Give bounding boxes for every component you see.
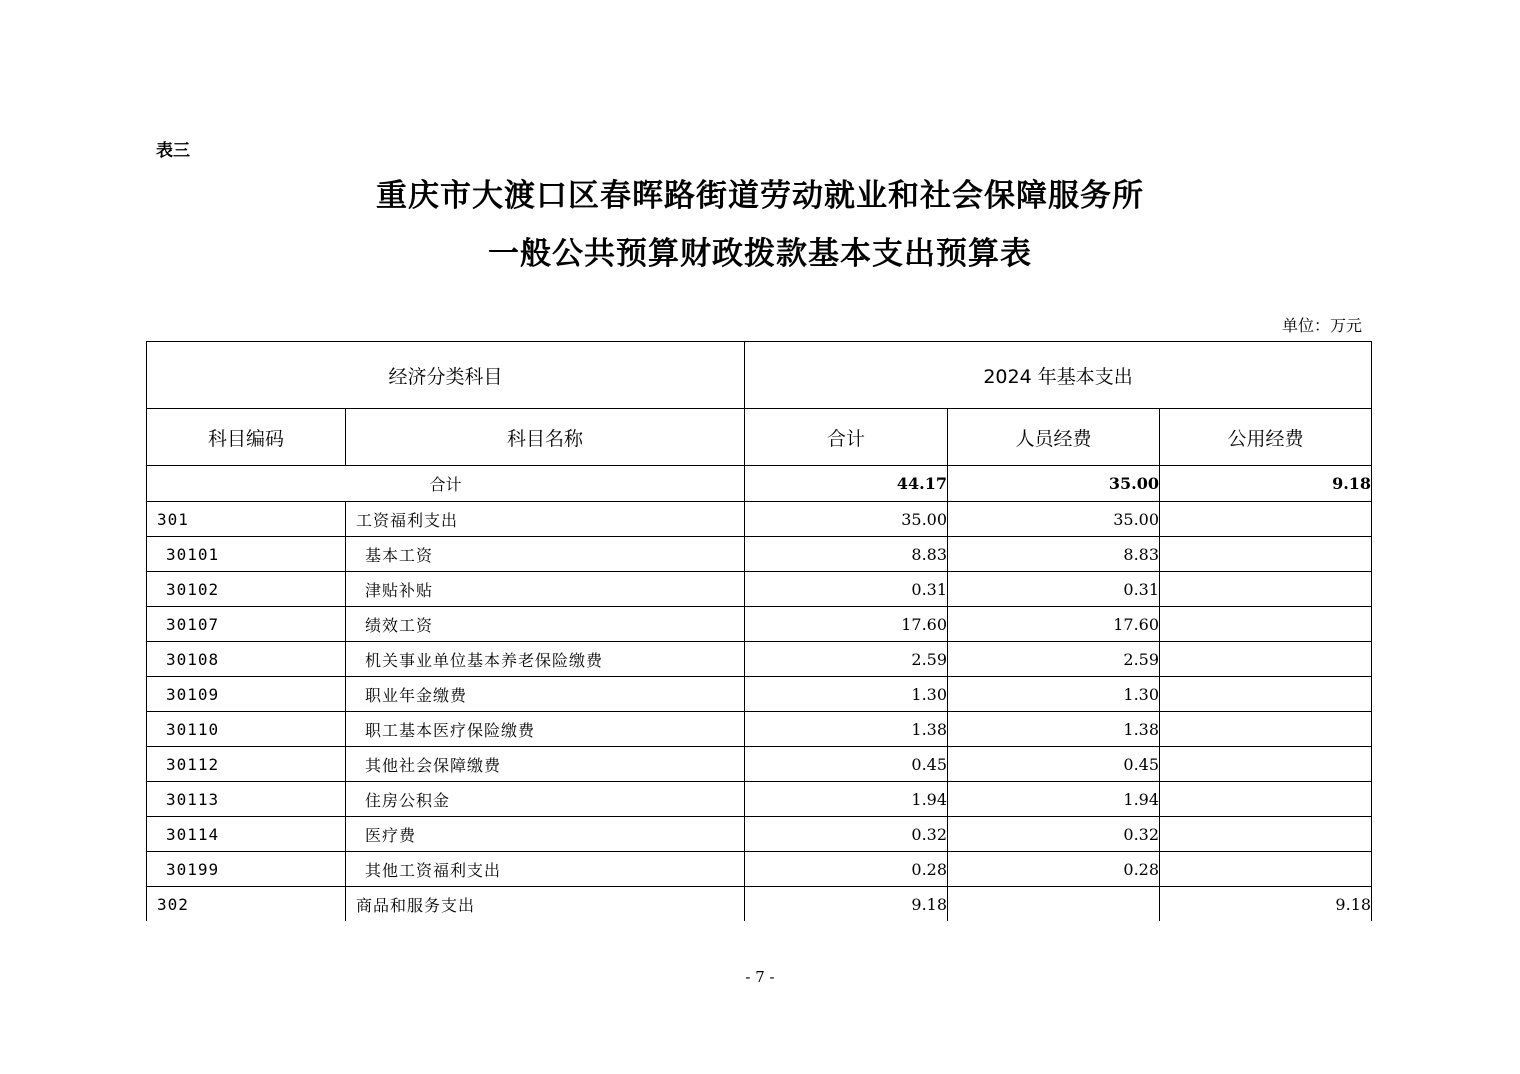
row-public	[1160, 677, 1372, 712]
row-code: 30110	[147, 712, 346, 747]
row-total: 0.28	[745, 852, 948, 887]
row-code: 30107	[147, 607, 346, 642]
row-personnel: 35.00	[948, 502, 1160, 537]
row-name: 津贴补贴	[346, 572, 745, 607]
row-name: 其他社会保障缴费	[346, 747, 745, 782]
unit-label: 单位：万元	[1281, 316, 1362, 335]
row-total: 0.45	[745, 747, 948, 782]
group-header-row	[147, 342, 1372, 409]
header-code: 科目编码	[147, 409, 346, 466]
table-row	[147, 852, 1372, 887]
row-personnel: 0.28	[948, 852, 1160, 887]
table-row	[147, 887, 1372, 922]
row-public	[1160, 572, 1372, 607]
column-header-row	[147, 409, 1372, 466]
row-personnel: 1.30	[948, 677, 1160, 712]
header-name: 科目名称	[346, 409, 745, 466]
row-name: 商品和服务支出	[346, 887, 745, 922]
row-name: 绩效工资	[346, 607, 745, 642]
row-public: 9.18	[1160, 887, 1372, 922]
row-code: 30108	[147, 642, 346, 677]
row-code: 30101	[147, 537, 346, 572]
row-code: 30199	[147, 852, 346, 887]
header-total: 合计	[745, 409, 948, 466]
header-classification: 经济分类科目	[147, 342, 745, 409]
page-title: 重庆市大渡口区春晖路街道劳动就业和社会保障服务所	[376, 178, 1144, 214]
table-row	[147, 642, 1372, 677]
row-total: 9.18	[745, 887, 948, 922]
row-personnel	[948, 887, 1160, 922]
row-total: 2.59	[745, 642, 948, 677]
row-name: 职业年金缴费	[346, 677, 745, 712]
header-basic-expenditure: 2024 年基本支出	[745, 342, 1372, 409]
row-code: 30114	[147, 817, 346, 852]
row-total: 0.31	[745, 572, 948, 607]
row-code: 302	[147, 887, 346, 922]
total-label: 合计	[147, 466, 745, 502]
row-personnel: 1.94	[948, 782, 1160, 817]
table-row	[147, 607, 1372, 642]
header-public: 公用经费	[1160, 409, 1372, 466]
row-public	[1160, 642, 1372, 677]
row-public	[1160, 607, 1372, 642]
row-personnel: 17.60	[948, 607, 1160, 642]
row-public	[1160, 782, 1372, 817]
row-code: 30113	[147, 782, 346, 817]
row-total: 1.38	[745, 712, 948, 747]
row-name: 其他工资福利支出	[346, 852, 745, 887]
row-name: 机关事业单位基本养老保险缴费	[346, 642, 745, 677]
row-code: 30102	[147, 572, 346, 607]
table-row	[147, 537, 1372, 572]
table-row	[147, 817, 1372, 852]
row-public	[1160, 817, 1372, 852]
total-total: 44.17	[745, 466, 948, 502]
row-name: 工资福利支出	[346, 502, 745, 537]
budget-table	[146, 341, 1372, 921]
page-number: - 7 -	[745, 968, 775, 986]
row-personnel: 1.38	[948, 712, 1160, 747]
row-total: 0.32	[745, 817, 948, 852]
row-total: 1.30	[745, 677, 948, 712]
table-row	[147, 747, 1372, 782]
row-public	[1160, 747, 1372, 782]
row-total: 1.94	[745, 782, 948, 817]
table-label: 表三	[156, 141, 190, 161]
row-personnel: 0.45	[948, 747, 1160, 782]
row-name: 职工基本医疗保险缴费	[346, 712, 745, 747]
total-personnel: 35.00	[948, 466, 1160, 502]
row-public	[1160, 852, 1372, 887]
row-public	[1160, 712, 1372, 747]
row-public	[1160, 502, 1372, 537]
table-row	[147, 677, 1372, 712]
row-name: 住房公积金	[346, 782, 745, 817]
table-row	[147, 572, 1372, 607]
row-personnel: 8.83	[948, 537, 1160, 572]
row-code: 30109	[147, 677, 346, 712]
row-total: 8.83	[745, 537, 948, 572]
total-public: 9.18	[1160, 466, 1372, 502]
row-personnel: 0.32	[948, 817, 1160, 852]
row-personnel: 2.59	[948, 642, 1160, 677]
page-subtitle: 一般公共预算财政拨款基本支出预算表	[488, 236, 1032, 272]
row-name: 基本工资	[346, 537, 745, 572]
row-total: 35.00	[745, 502, 948, 537]
row-code: 301	[147, 502, 346, 537]
row-total: 17.60	[745, 607, 948, 642]
row-name: 医疗费	[346, 817, 745, 852]
table-row	[147, 712, 1372, 747]
row-public	[1160, 537, 1372, 572]
row-personnel: 0.31	[948, 572, 1160, 607]
table-row	[147, 782, 1372, 817]
total-row	[147, 466, 1372, 502]
row-code: 30112	[147, 747, 346, 782]
header-personnel: 人员经费	[948, 409, 1160, 466]
table-row	[147, 502, 1372, 537]
